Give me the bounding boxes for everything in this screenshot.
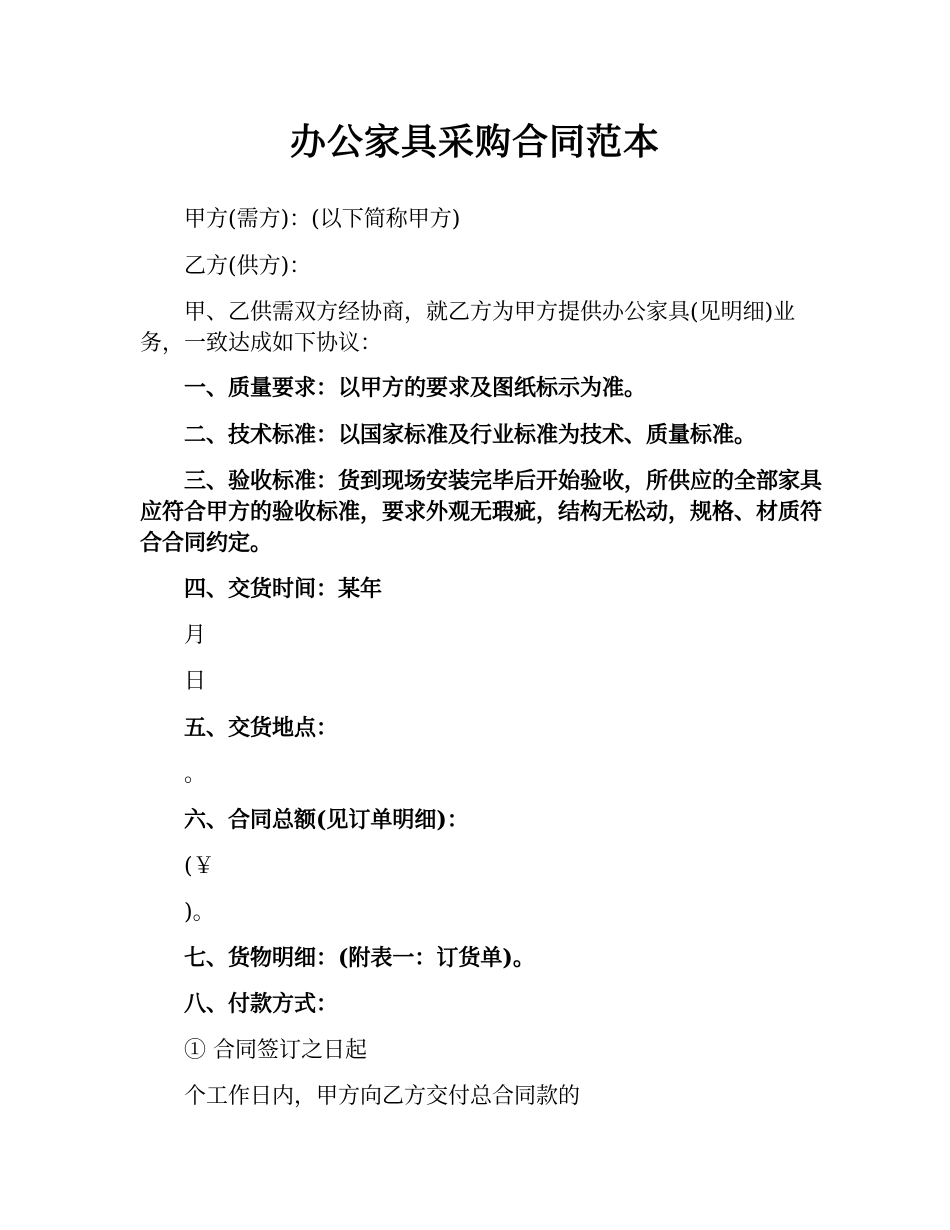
document-title: 办公家具采购合同范本 — [289, 121, 660, 163]
clause-2-technical-standard: 二、技术标准：以国家标准及行业标准为技术、质量标准。 — [184, 422, 757, 448]
amount-close: )。 — [184, 900, 215, 925]
clause-8-payment-method: 八、付款方式： — [184, 991, 339, 1017]
clause-5-delivery-place: 五、交货地点： — [184, 715, 339, 741]
delivery-month: 月 — [184, 623, 207, 648]
clause-6-contract-total: 六、合同总额(见订单明细)： — [184, 807, 469, 833]
delivery-place-end: 。 — [184, 762, 207, 787]
payment-item-1-continued: 个工作日内，甲方向乙方交付总合同款的 — [184, 1084, 581, 1109]
payment-item-1: ① 合同签订之日起 — [184, 1038, 367, 1063]
clause-1-quality: 一、质量要求：以甲方的要求及图纸标示为准。 — [184, 375, 647, 401]
party-b-line: 乙方(供方)： — [184, 254, 312, 279]
intro-paragraph: 甲、乙供需双方经协商，就乙方为甲方提供办公家具(见明细)业务，一致达成如下协议： — [140, 300, 796, 356]
party-a-line: 甲方(需方)：(以下简称甲方) — [184, 207, 461, 232]
delivery-day: 日 — [184, 669, 207, 694]
clause-4-delivery-time: 四、交货时间：某年 — [184, 576, 383, 602]
clause-3-acceptance: 三、验收标准：货到现场安装完毕后开始验收，所供应的全部家具应符合甲方的验收标准，要求外观无瑕疵，结构无松动，规格、材质符合合同约定。 — [140, 468, 823, 556]
amount-open: (￥ — [184, 854, 215, 879]
clause-7-goods-detail: 七、货物明细：(附表一：订货单)。 — [184, 945, 535, 971]
